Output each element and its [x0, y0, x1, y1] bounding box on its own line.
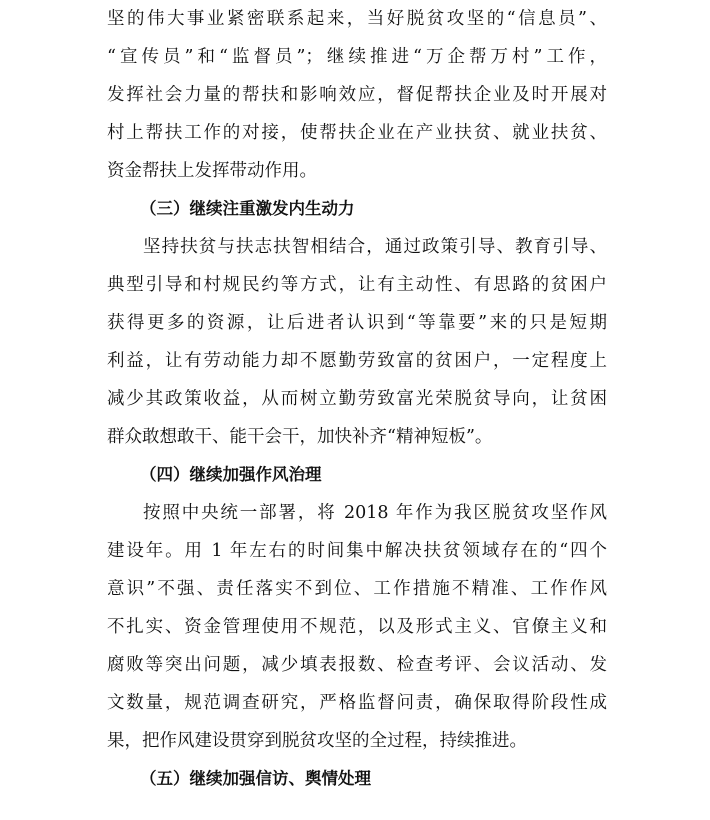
paragraph-line: “宣传员”和“监督员”；继续推进“万企帮万村”工作， [107, 47, 607, 67]
paragraph-line: 发挥社会力量的帮扶和影响效应，督促帮扶企业及时开展对 [107, 85, 607, 105]
paragraph-line: 不扎实、资金管理使用不规范，以及形式主义、官僚主义和 [107, 617, 607, 637]
paragraph-line: 利益，让有劳动能力却不愿勤劳致富的贫困户，一定程度上 [107, 351, 607, 371]
paragraph-line: 村上帮扶工作的对接，使帮扶企业在产业扶贫、就业扶贫、 [107, 123, 607, 143]
paragraph-line: 资金帮扶上发挥带动作用。 [107, 161, 317, 181]
paragraph-line: 群众敢想敢干、能干会干，加快补齐“精神短板”。 [107, 427, 493, 447]
paragraph-line: 坚持扶贫与扶志扶智相结合，通过政策引导、教育引导、 [143, 237, 607, 257]
section-heading-3: （三）继续注重激发内生动力 [140, 199, 355, 218]
paragraph-line: 果，把作风建设贯穿到脱贫攻坚的全过程，持续推进。 [107, 731, 527, 751]
paragraph-line: 获得更多的资源，让后进者认识到“等靠要”来的只是短期 [107, 313, 607, 333]
paragraph-line: 减少其政策收益，从而树立勤劳致富光荣脱贫导向，让贫困 [107, 389, 607, 409]
paragraph-line: 文数量，规范调查研究，严格监督问责，确保取得阶段性成 [107, 693, 607, 713]
paragraph-line: 腐败等突出问题，减少填表报数、检查考评、会议活动、发 [107, 655, 607, 675]
paragraph-line: 坚的伟大事业紧密联系起来，当好脱贫攻坚的“信息员”、 [107, 9, 607, 29]
paragraph-line: 建设年。用 1 年左右的时间集中解决扶贫领域存在的“四个 [107, 541, 607, 561]
section-heading-4: （四）继续加强作风治理 [140, 465, 322, 484]
paragraph-line: 典型引导和村规民约等方式，让有主动性、有思路的贫困户 [107, 275, 607, 295]
section-heading-5: （五）继续加强信访、舆情处理 [140, 769, 371, 788]
paragraph-line: 意识”不强、责任落实不到位、工作措施不精准、工作作风 [107, 579, 607, 599]
paragraph-line: 按照中央统一部署，将 2018 年作为我区脱贫攻坚作风 [143, 503, 607, 523]
